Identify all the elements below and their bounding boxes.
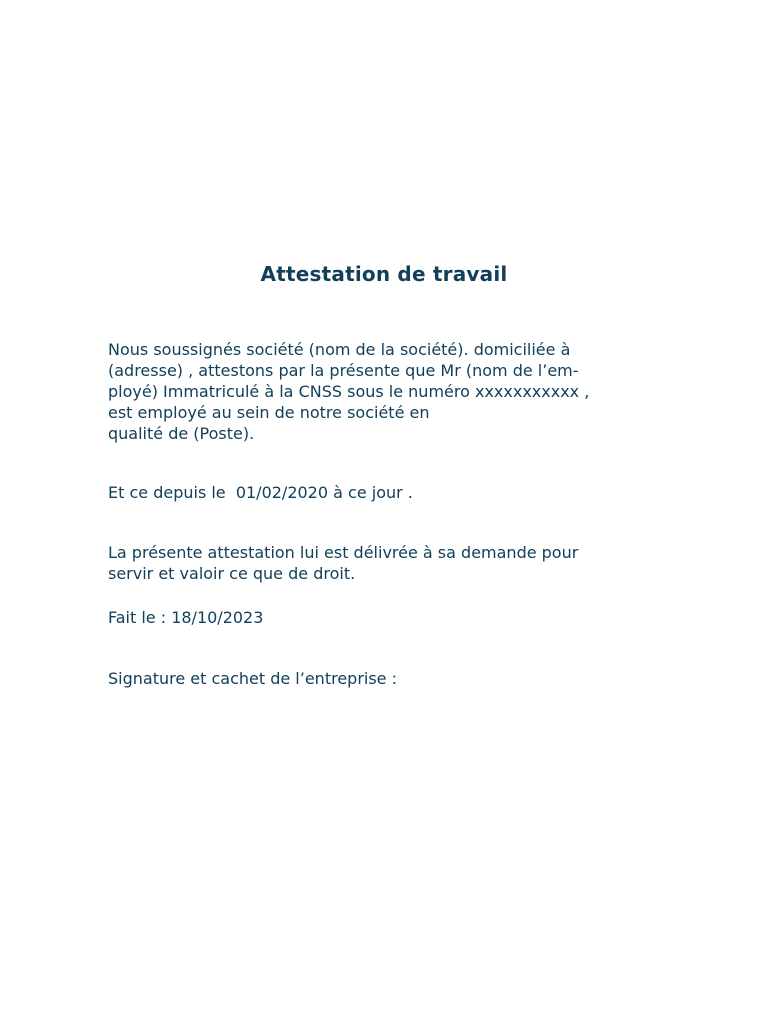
paragraph-line: (adresse) , attestons par la présente que Mr (nom de l’em- [108, 361, 579, 380]
paragraph-line: Fait le : 18/10/2023 [108, 608, 264, 627]
paragraph-line: ployé) Immatriculé à la CNSS sous le numéro xxxxxxxxxxx , [108, 382, 590, 401]
start-date-paragraph [108, 482, 668, 503]
signature-line [108, 668, 668, 689]
paragraph-line: Nous soussignés société (nom de la société). domiciliée à [108, 340, 571, 359]
issue-date-line [108, 607, 668, 628]
paragraph-line: Et ce depuis le 01/02/2020 à ce jour . [108, 483, 413, 502]
paragraph-line: est employé au sein de notre société en [108, 403, 430, 422]
paragraph-line: La présente attestation lui est délivrée à sa demande pour [108, 543, 579, 562]
document-title: Attestation de travail [260, 262, 508, 286]
paragraph-line: qualité de (Poste). [108, 424, 255, 443]
purpose-paragraph [108, 542, 668, 584]
paragraph-line: Signature et cachet de l’entreprise : [108, 669, 397, 688]
paragraph-line: servir et valoir ce que de droit. [108, 564, 356, 583]
intro-paragraph [108, 339, 668, 444]
